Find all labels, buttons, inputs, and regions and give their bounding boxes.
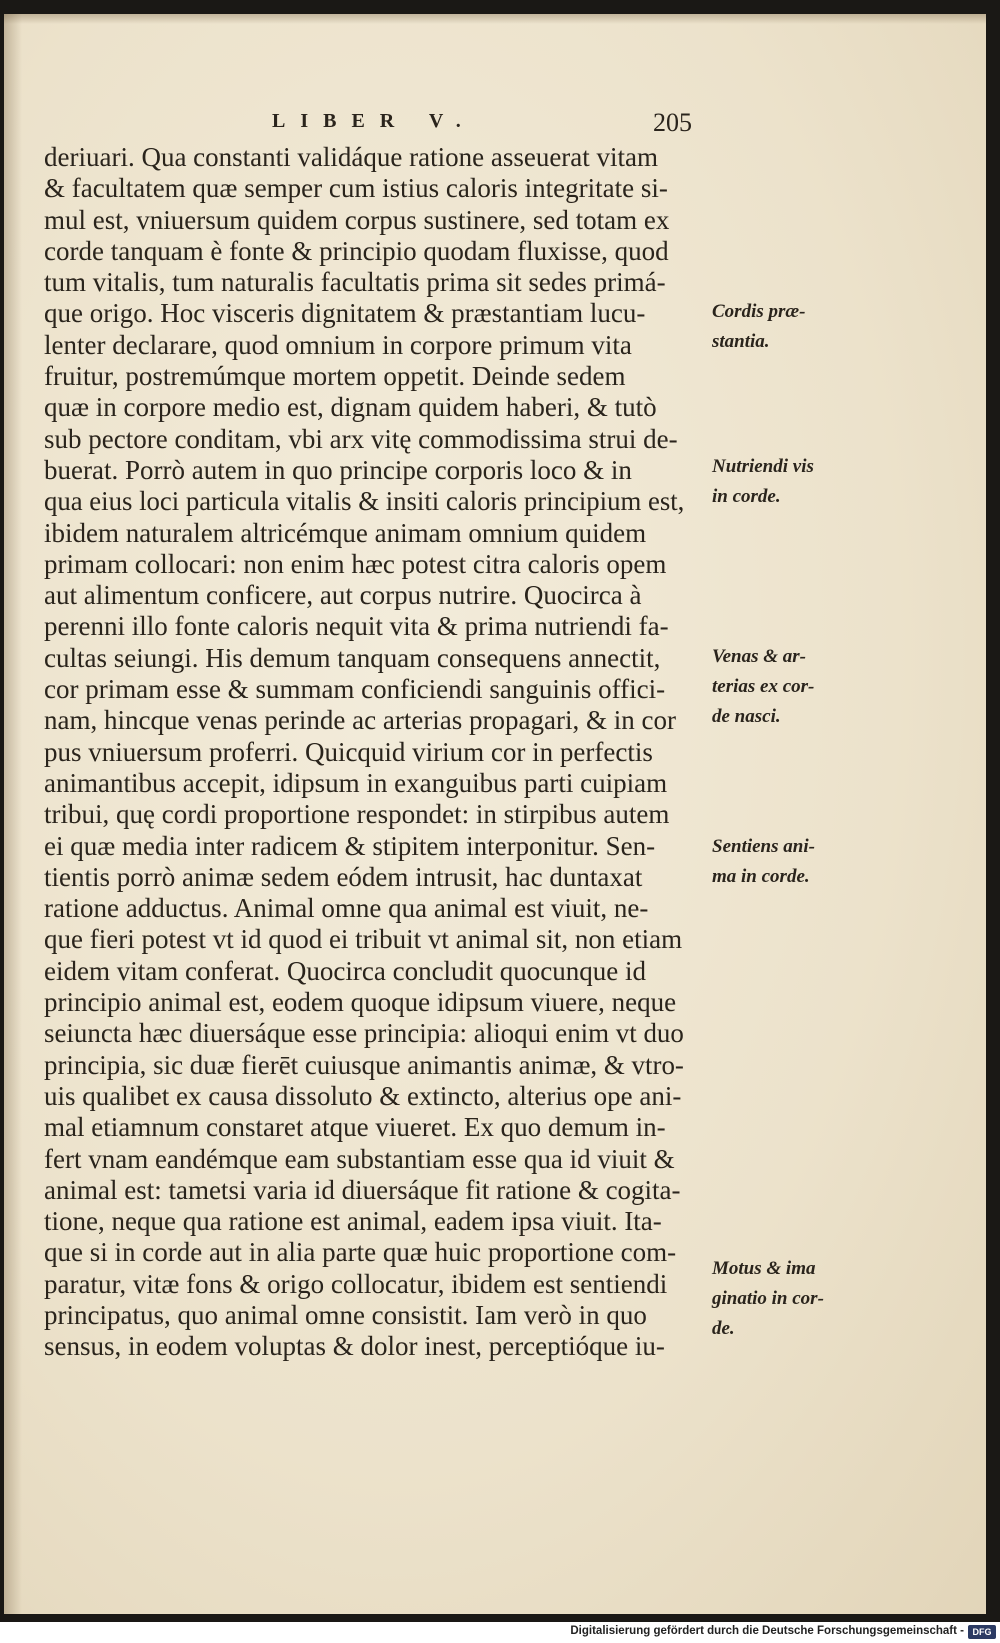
text-line: ratione adductus. Animal omne qua animal est viuit, ne- xyxy=(44,893,649,924)
main-text-block xyxy=(44,142,684,1363)
page-header xyxy=(272,110,692,140)
text-line: principatus, quo animal omne consistit. Iam verò in quo xyxy=(44,1299,647,1330)
text-line: animal est: tametsi varia id diuersáque fit ratione & cogita- xyxy=(44,1174,681,1205)
text-line: fert vnam eandémque eam substantiam esse qua id viuit & xyxy=(44,1143,675,1174)
text-line: eidem vitam conferat. Quocirca concludit quocunque id xyxy=(44,955,647,986)
text-line: animantibus accepit, idipsum in exanguibus parti cuipiam xyxy=(44,767,668,798)
text-line: primam collocari: non enim hæc potest citra caloris opem xyxy=(44,548,667,579)
text-line: perenni illo fonte caloris nequit vita & prima nutriendi fa- xyxy=(44,611,669,642)
marginal-note xyxy=(712,1254,862,1344)
text-line: sensus, in eodem voluptas & dolor inest, perceptióque iu- xyxy=(44,1331,665,1362)
marginal-note xyxy=(712,642,862,732)
text-line: sub pectore conditam, vbi arx vitę commodissima strui de- xyxy=(44,423,678,454)
page-gutter-shadow xyxy=(4,14,22,1614)
text-line: paratur, vitæ fons & origo collocatur, ibidem est sentiendi xyxy=(44,1268,668,1299)
text-line: tione, neque qua ratione est animal, eadem ipsa viuit. Ita- xyxy=(44,1206,662,1237)
text-line: lenter declarare, quod omnium in corpore primum vita xyxy=(44,329,632,360)
running-head: LIBER V. xyxy=(272,110,476,132)
page-top-shadow xyxy=(4,14,986,24)
text-line: tribui, quę cordi proportione respondet: in stirpibus autem xyxy=(44,799,670,830)
dfg-logo-icon: DFG xyxy=(968,1625,996,1639)
book-page xyxy=(4,14,986,1614)
text-line: quæ in corpore medio est, dignam quidem haberi, & tutò xyxy=(44,392,657,423)
digitization-footer xyxy=(0,1622,1000,1643)
marginal-note-line: de nasci. xyxy=(712,706,781,727)
text-line: corde tanquam è fonte & principio quodam fluxisse, quod xyxy=(44,235,669,266)
marginal-note-line: Motus & ima xyxy=(712,1258,816,1279)
text-line: cor primam esse & summam conficiendi sanguinis offici- xyxy=(44,674,666,705)
text-line: mal etiamnum constaret atque viueret. Ex quo demum in- xyxy=(44,1112,666,1143)
marginal-note-line: Cordis præ- xyxy=(712,301,806,322)
marginal-note-line: terias ex cor- xyxy=(712,676,815,697)
marginal-note-line: stantia. xyxy=(712,331,770,352)
text-line: principio animal est, eodem quoque idipsum viuere, neque xyxy=(44,987,677,1018)
text-line: cultas seiungi. His demum tanquam consequens annectit, xyxy=(44,642,661,673)
marginal-note-line: Sentiens ani- xyxy=(712,836,815,857)
text-line: pus vniuersum proferri. Quicquid virium cor in perfectis xyxy=(44,736,653,767)
marginal-note xyxy=(712,452,862,512)
text-line: nam, hincque venas perinde ac arterias propagari, & in cor xyxy=(44,705,676,736)
funding-credit: Digitalisierung gefördert durch die Deutsche Forschungsgemeinschaft - xyxy=(570,1625,964,1637)
marginal-note-line: Venas & ar- xyxy=(712,646,806,667)
marginal-note-line: Nutriendi vis xyxy=(712,456,814,477)
page-number: 205 xyxy=(653,108,692,137)
text-line: & facultatem quæ semper cum istius caloris integritate si- xyxy=(44,173,668,204)
text-line: mul est, vniuersum quidem corpus sustinere, sed totam ex xyxy=(44,204,670,235)
marginal-note xyxy=(712,297,862,357)
marginal-note xyxy=(712,832,862,892)
text-line: buerat. Porrò autem in quo principe corporis loco & in xyxy=(44,454,632,485)
text-line: qua eius loci particula vitalis & insiti caloris principium est, xyxy=(44,486,685,517)
marginal-note-line: ginatio in cor- xyxy=(712,1288,824,1309)
marginal-note-line: in corde. xyxy=(712,486,781,507)
marginal-note-line: de. xyxy=(712,1318,735,1339)
text-line: principia, sic duæ fierēt cuiusque animantis animæ, & vtro- xyxy=(44,1049,684,1080)
text-line: tientis porrò animæ sedem eódem intrusit, hac duntaxat xyxy=(44,861,643,892)
text-line: que fieri potest vt id quod ei tribuit vt animal sit, non etiam xyxy=(44,924,683,955)
marginal-note-line: ma in corde. xyxy=(712,866,810,887)
text-line: ibidem naturalem altricémque animam omnium quidem xyxy=(44,517,647,548)
text-line: fruitur, postremúmque mortem oppetit. Deinde sedem xyxy=(44,361,626,392)
text-line: que si in corde aut in alia parte quæ huic proportione com- xyxy=(44,1237,677,1268)
text-line: uis qualibet ex causa dissoluto & extincto, alterius ope ani- xyxy=(44,1080,682,1111)
text-line: aut alimentum conficere, aut corpus nutrire. Quocirca à xyxy=(44,580,642,611)
text-line: deriuari. Qua constanti validáque ratione asseuerat vitam xyxy=(44,142,659,172)
text-line: que origo. Hoc visceris dignitatem & præstantiam lucu- xyxy=(44,298,646,329)
text-line: seiuncta hæc diuersáque esse principia: alioqui enim vt duo xyxy=(44,1018,684,1049)
text-line: ei quæ media inter radicem & stipitem interponitur. Sen- xyxy=(44,830,656,861)
text-line: tum vitalis, tum naturalis facultatis prima sit sedes primá- xyxy=(44,267,666,298)
